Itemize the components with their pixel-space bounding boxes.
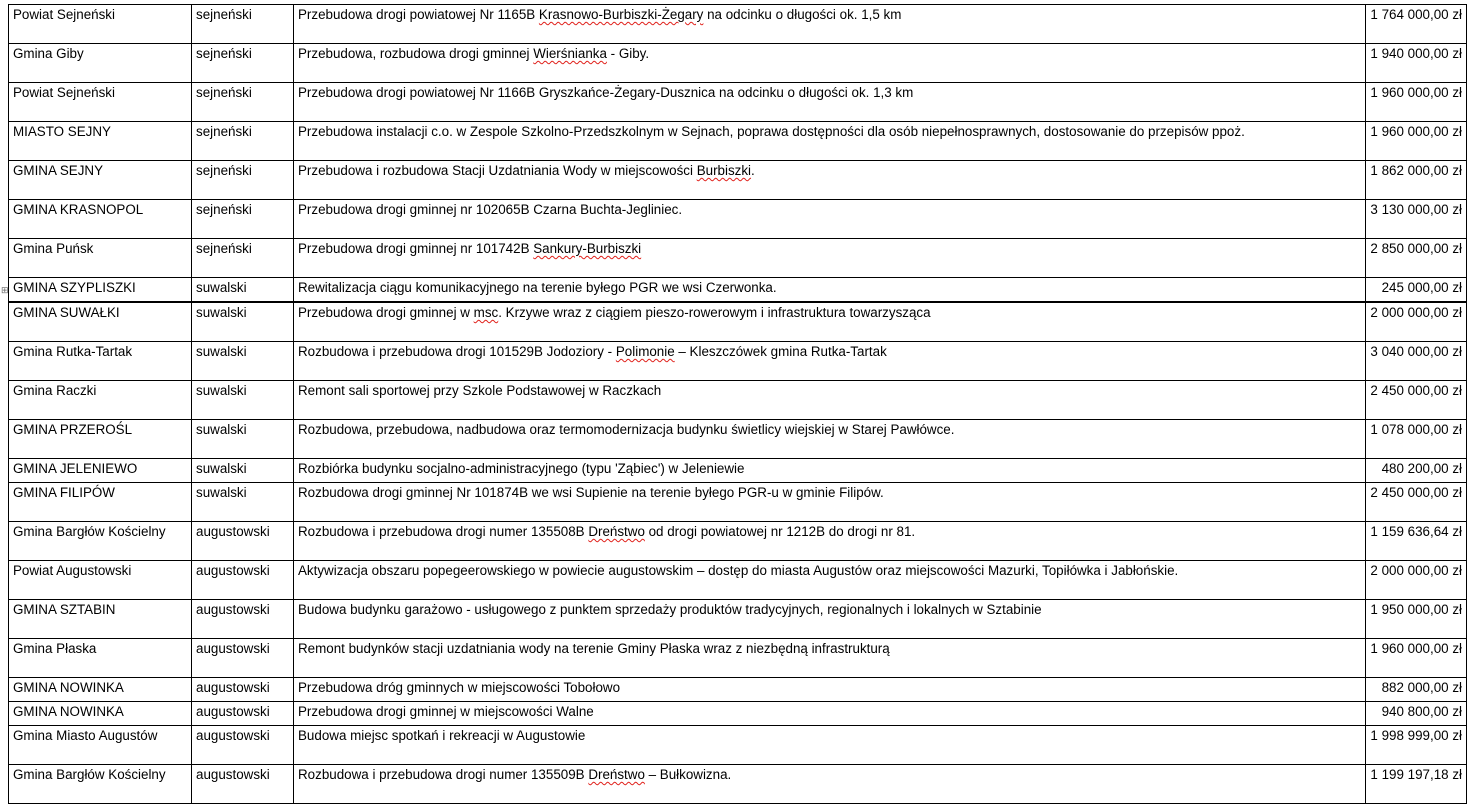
spellcheck-word: msc (473, 305, 499, 320)
description-text: Przebudowa drogi powiatowej Nr 1165B (298, 7, 539, 22)
cell-powiat[interactable]: sejneński (192, 200, 294, 239)
description-text: – Kleszczówek gmina Rutka-Tartak (674, 344, 887, 359)
cell-unit[interactable]: Gmina Bargłów Kościelny (9, 765, 192, 804)
cell-unit[interactable]: Gmina Raczki (9, 381, 192, 420)
table-row (9, 278, 1467, 303)
cell-powiat[interactable]: sejneński (192, 44, 294, 83)
description-text: Przebudowa dróg gminnych w miejscowości Tobołowo (298, 680, 621, 695)
cell-amount[interactable]: 1 960 000,00 zł (1366, 83, 1467, 122)
description-text: Rozbudowa i przebudowa drogi numer 135508B (298, 524, 589, 539)
cell-amount[interactable]: 2 450 000,00 zł (1366, 381, 1467, 420)
table-row (9, 459, 1467, 483)
cell-powiat[interactable]: sejneński (192, 122, 294, 161)
description-text: Rozbudowa i przebudowa drogi numer 135509B (298, 767, 589, 782)
description-text: Rozbiórka budynku socjalno-administracyjnego (typu 'Ząbiec') w Jeleniewie (298, 461, 745, 476)
cell-unit[interactable]: Gmina Bargłów Kościelny (9, 522, 192, 561)
cell-description[interactable] (294, 561, 1366, 600)
table-row (9, 726, 1467, 765)
cell-powiat[interactable]: augustowski (192, 702, 294, 726)
cell-powiat[interactable]: augustowski (192, 522, 294, 561)
cell-unit[interactable]: Gmina Rutka-Tartak (9, 342, 192, 381)
cell-powiat[interactable]: augustowski (192, 726, 294, 765)
cell-amount[interactable]: 3 040 000,00 zł (1366, 342, 1467, 381)
cell-description[interactable] (294, 161, 1366, 200)
table-row (9, 200, 1467, 239)
cell-powiat[interactable]: suwalski (192, 381, 294, 420)
cell-unit[interactable]: Gmina Płaska (9, 639, 192, 678)
description-text: Budowa miejsc spotkań i rekreacji w Augustowie (298, 728, 586, 743)
description-text: Przebudowa, rozbudowa drogi gminnej (298, 46, 534, 61)
cell-unit[interactable]: GMINA PRZEROŚL (9, 420, 192, 459)
cell-description[interactable] (294, 678, 1366, 702)
cell-amount[interactable]: 1 940 000,00 zł (1366, 44, 1467, 83)
cell-amount[interactable]: 1 998 999,00 zł (1366, 726, 1467, 765)
cell-powiat[interactable]: suwalski (192, 420, 294, 459)
description-text: . (751, 163, 755, 178)
spellcheck-word: Wierśnianka (533, 46, 607, 61)
cell-unit[interactable]: GMINA SZYPLISZKI (9, 278, 192, 303)
cell-description[interactable] (294, 302, 1366, 342)
cell-powiat[interactable]: suwalski (192, 278, 294, 303)
spellcheck-word: Sankury-Burbiszki (533, 241, 642, 256)
spellcheck-word: Dreństwo (588, 524, 645, 539)
cell-amount[interactable]: 1 764 000,00 zł (1366, 5, 1467, 44)
table-row (9, 522, 1467, 561)
cell-unit[interactable]: Powiat Sejneński (9, 83, 192, 122)
cell-description[interactable] (294, 83, 1366, 122)
cell-unit[interactable]: GMINA SZTABIN (9, 600, 192, 639)
description-text: Przebudowa i rozbudowa Stacji Uzdatniania Wody w miejscowości (298, 163, 697, 178)
cell-amount[interactable]: 1 199 197,18 zł (1366, 765, 1467, 804)
cell-description[interactable] (294, 239, 1366, 278)
cell-powiat[interactable]: augustowski (192, 600, 294, 639)
cell-unit[interactable]: GMINA FILIPÓW (9, 483, 192, 522)
cell-unit[interactable]: GMINA NOWINKA (9, 678, 192, 702)
spellcheck-word: Burbiszki (696, 163, 752, 178)
cell-unit[interactable]: GMINA SUWAŁKI (9, 302, 192, 342)
description-text: Remont budynków stacji uzdatniania wody na terenie Gminy Płaska wraz z niezbędną infrastrukturą (298, 641, 890, 656)
cell-unit[interactable]: GMINA KRASNOPOL (9, 200, 192, 239)
cell-description[interactable] (294, 44, 1366, 83)
description-text: na odcinku o długości ok. 1,5 km (703, 7, 902, 22)
cell-unit[interactable]: Gmina Giby (9, 44, 192, 83)
cell-description[interactable] (294, 278, 1366, 303)
cell-powiat[interactable]: suwalski (192, 459, 294, 483)
cell-amount[interactable]: 480 200,00 zł (1366, 459, 1467, 483)
cell-amount[interactable]: 1 862 000,00 zł (1366, 161, 1467, 200)
cell-unit[interactable]: Gmina Puńsk (9, 239, 192, 278)
cell-powiat[interactable]: suwalski (192, 483, 294, 522)
description-text: Przebudowa instalacji c.o. w Zespole Szkolno-Przedszkolnym w Sejnach, poprawa dostępności dla osób niepełnosprawnych, dostosowanie do przepisów ppoż. (298, 124, 1245, 139)
cell-amount[interactable]: 1 078 000,00 zł (1366, 420, 1467, 459)
table-row (9, 122, 1467, 161)
table-row (9, 44, 1467, 83)
description-text: od drogi powiatowej nr 1212B do drogi nr 81. (644, 524, 916, 539)
cell-description[interactable] (294, 765, 1366, 804)
spellcheck-word: Polimonie (615, 344, 675, 359)
description-text: . Krzywe wraz z ciągiem pieszo-rowerowym i infrastruktura towarzysząca (498, 305, 931, 320)
description-text: Przebudowa drogi gminnej w (298, 305, 474, 320)
table-row (9, 420, 1467, 459)
description-text: - Giby. (606, 46, 650, 61)
table-row (9, 678, 1467, 702)
cell-unit[interactable]: GMINA NOWINKA (9, 702, 192, 726)
table-row (9, 302, 1467, 342)
cell-description[interactable] (294, 420, 1366, 459)
cell-amount[interactable]: 2 000 000,00 zł (1366, 561, 1467, 600)
cell-description[interactable] (294, 5, 1366, 44)
cell-unit[interactable]: GMINA JELENIEWO (9, 459, 192, 483)
cell-unit[interactable]: Gmina Miasto Augustów (9, 726, 192, 765)
table-row (9, 342, 1467, 381)
cell-description[interactable] (294, 342, 1366, 381)
description-text: Rewitalizacja ciągu komunikacyjnego na terenie byłego PGR we wsi Czerwonka. (298, 280, 777, 295)
description-text: Remont sali sportowej przy Szkole Podstawowej w Raczkach (298, 383, 662, 398)
cell-description[interactable] (294, 459, 1366, 483)
cell-amount[interactable]: 940 800,00 zł (1366, 702, 1467, 726)
cell-description[interactable] (294, 522, 1366, 561)
table-row (9, 483, 1467, 522)
cell-description[interactable] (294, 726, 1366, 765)
cell-description[interactable] (294, 600, 1366, 639)
cell-powiat[interactable]: augustowski (192, 678, 294, 702)
description-text: Przebudowa drogi gminnej nr 102065B Czarna Buchta-Jegliniec. (298, 202, 683, 217)
table-row (9, 600, 1467, 639)
grants-table-body (9, 5, 1467, 804)
table-row (9, 561, 1467, 600)
description-text: Przebudowa drogi gminnej nr 101742B (298, 241, 534, 256)
cell-powiat[interactable]: sejneński (192, 161, 294, 200)
cell-powiat[interactable]: suwalski (192, 302, 294, 342)
table-row (9, 381, 1467, 420)
cell-description[interactable] (294, 702, 1366, 726)
description-text: – Bułkowizna. (644, 767, 732, 782)
cell-powiat[interactable]: augustowski (192, 765, 294, 804)
description-text: Rozbudowa drogi gminnej Nr 101874B we wsi Supienie na terenie byłego PGR-u w gminie Filipów. (298, 485, 884, 500)
table-row (9, 239, 1467, 278)
cell-description[interactable] (294, 483, 1366, 522)
cell-amount[interactable]: 3 130 000,00 zł (1366, 200, 1467, 239)
table-row (9, 765, 1467, 804)
cell-powiat[interactable]: sejneński (192, 5, 294, 44)
description-text: Przebudowa drogi powiatowej Nr 1166B Gryszkańce-Żegary-Dusznica na odcinku o długości ok. 1,3 km (298, 85, 914, 100)
cell-amount[interactable]: 245 000,00 zł (1366, 278, 1467, 303)
cell-unit[interactable]: GMINA SEJNY (9, 161, 192, 200)
table-row (9, 161, 1467, 200)
cell-powiat[interactable]: sejneński (192, 239, 294, 278)
cell-description[interactable] (294, 381, 1366, 420)
cell-powiat[interactable]: augustowski (192, 561, 294, 600)
cell-unit[interactable]: Powiat Sejneński (9, 5, 192, 44)
cell-amount[interactable]: 1 159 636,64 zł (1366, 522, 1467, 561)
cell-powiat[interactable]: sejneński (192, 83, 294, 122)
cell-unit[interactable]: Powiat Augustowski (9, 561, 192, 600)
table-row (9, 5, 1467, 44)
cell-amount[interactable]: 1 950 000,00 zł (1366, 600, 1467, 639)
cell-amount[interactable]: 2 850 000,00 zł (1366, 239, 1467, 278)
description-text: Budowa budynku garażowo - usługowego z punktem sprzedaży produktów tradycyjnych, regionalnych i lokalnych w Sztabinie (298, 602, 1042, 617)
cell-amount[interactable]: 2 450 000,00 zł (1366, 483, 1467, 522)
cell-amount[interactable]: 882 000,00 zł (1366, 678, 1467, 702)
cell-description[interactable] (294, 200, 1366, 239)
table-row (9, 83, 1467, 122)
description-text: Rozbudowa, przebudowa, nadbudowa oraz termomodernizacja budynku świetlicy wiejskiej w Starej Pawłówce. (298, 422, 955, 437)
cell-description[interactable] (294, 122, 1366, 161)
cell-powiat[interactable]: suwalski (192, 342, 294, 381)
grants-table (8, 4, 1467, 804)
description-text: Rozbudowa i przebudowa drogi 101529B Jodoziory - (298, 344, 616, 359)
table-row-resize-handle[interactable]: ⊞ (1, 285, 9, 295)
cell-description[interactable] (294, 639, 1366, 678)
spellcheck-word: Dreństwo (588, 767, 645, 782)
cell-powiat[interactable]: augustowski (192, 639, 294, 678)
description-text: Aktywizacja obszaru popegeerowskiego w powiecie augustowskim – dostęp do miasta Augustów oraz miejscowości Mazurki, Topiłówka i Jabłońskie. (298, 563, 1179, 578)
cell-amount[interactable]: 1 960 000,00 zł (1366, 639, 1467, 678)
cell-unit[interactable]: MIASTO SEJNY (9, 122, 192, 161)
table-row (9, 702, 1467, 726)
cell-amount[interactable]: 1 960 000,00 zł (1366, 122, 1467, 161)
cell-amount[interactable]: 2 000 000,00 zł (1366, 302, 1467, 342)
description-text: Przebudowa drogi gminnej w miejscowości Walne (298, 704, 594, 719)
table-row (9, 639, 1467, 678)
spellcheck-word: Krasnowo-Burbiszki-Żegary (538, 7, 704, 22)
